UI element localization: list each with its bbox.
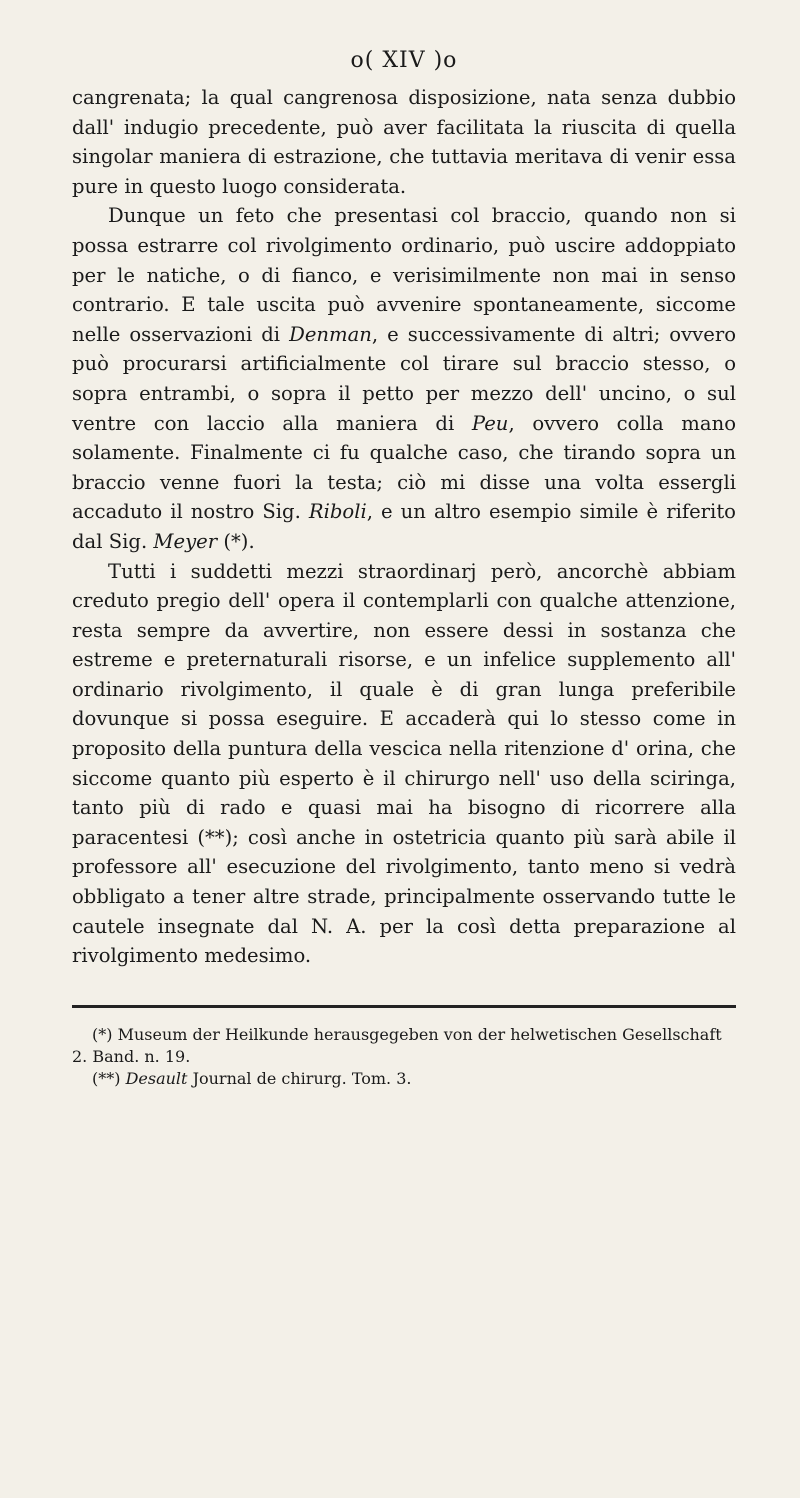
name-riboli: Riboli [308, 500, 367, 524]
name-denman: Denman [289, 322, 372, 346]
body-text [72, 83, 736, 971]
page [72, 48, 736, 1090]
paragraph-1: cangrenata; la qual cangrenosa disposizione, nata senza dubbio dall' indugio precedente, può aver facilitata la riuscita di quella singolar maniera di estrazione, che tuttavia meritava di venir essa pure in questo luogo considerata. [72, 86, 736, 198]
paragraph-2-part-b: , e successivamente di altri; ovvero può procurarsi artificialmente col tirare sul braccio stesso, o sopra entrambi, o sopra il petto per mezzo dell' uncino, o sul ventre con laccio alla maniera di [72, 322, 737, 435]
paragraph-2 [72, 201, 736, 556]
paragraph-3: Tutti i suddetti mezzi straordinarj però, ancorchè abbiam creduto pregio dell' opera il contemplarli con qualche attenzione, resta sempre da avvertire, non essere dessi in sostanza che estreme e preternaturali risorse, e un infelice supplemento all' ordinario rivolgimento, il quale è di gran lunga preferibile dovunque si possa eseguire. E accaderà qui lo stesso come in proposito della puntura della vescica nella ritenzione d' orina, che siccome quanto più esperto è il chirurgo nell' uso della sciringa, tanto più di rado e quasi mai ha bisogno di ricorrere alla paracentesi (**); così anche in ostetricia quanto più sarà abile il professore all' esecuzione del rivolgimento, tanto meno si vedrà obbligato a tener altre strade, principalmente osservando tutte le cautele insegnate dal N. A. per la così detta preparazione al rivolgimento medesimo. [72, 559, 736, 968]
footnote-2 [72, 1068, 736, 1090]
name-meyer: Meyer [153, 529, 218, 553]
footnote-2-author: Desault [125, 1068, 188, 1088]
footnote-2-mark: (**) [92, 1068, 121, 1088]
page-header: o( XIV )o [350, 48, 458, 73]
paragraph-2-part-e: (*). [217, 529, 255, 553]
footnote-1-text: Museum der Heilkunde herausgegeben von der helwetischen Gesellschaft 2. Band. n. 19. [72, 1024, 722, 1066]
footnote-divider [72, 1005, 736, 1008]
paragraph-2-part-d: , e un altro esempio simile è riferito dal Sig. [72, 500, 736, 553]
paragraph-2-part-a: Dunque un feto che presentasi col braccio, quando non si possa estrarre col rivolgimento ordinario, può uscire addoppiato per le natiche, o di fianco, e verisimilmente non mai in senso contrario. E tale uscita può avvenire spontaneamente, siccome nelle osservazioni di [72, 204, 736, 346]
footnotes [72, 1024, 736, 1090]
paragraph-2-part-c: , ovvero colla mano solamente. Finalmente ci fu qualche caso, che tirando sopra un braccio venne fuori la testa; ciò mi disse una volta essergli accaduto il nostro Sig. [72, 411, 736, 524]
footnote-1 [72, 1024, 736, 1068]
name-peu: Peu [471, 411, 509, 435]
footnote-1-mark: (*) [92, 1024, 113, 1044]
footnote-2-text: Journal de chirurg. Tom. 3. [187, 1068, 412, 1088]
